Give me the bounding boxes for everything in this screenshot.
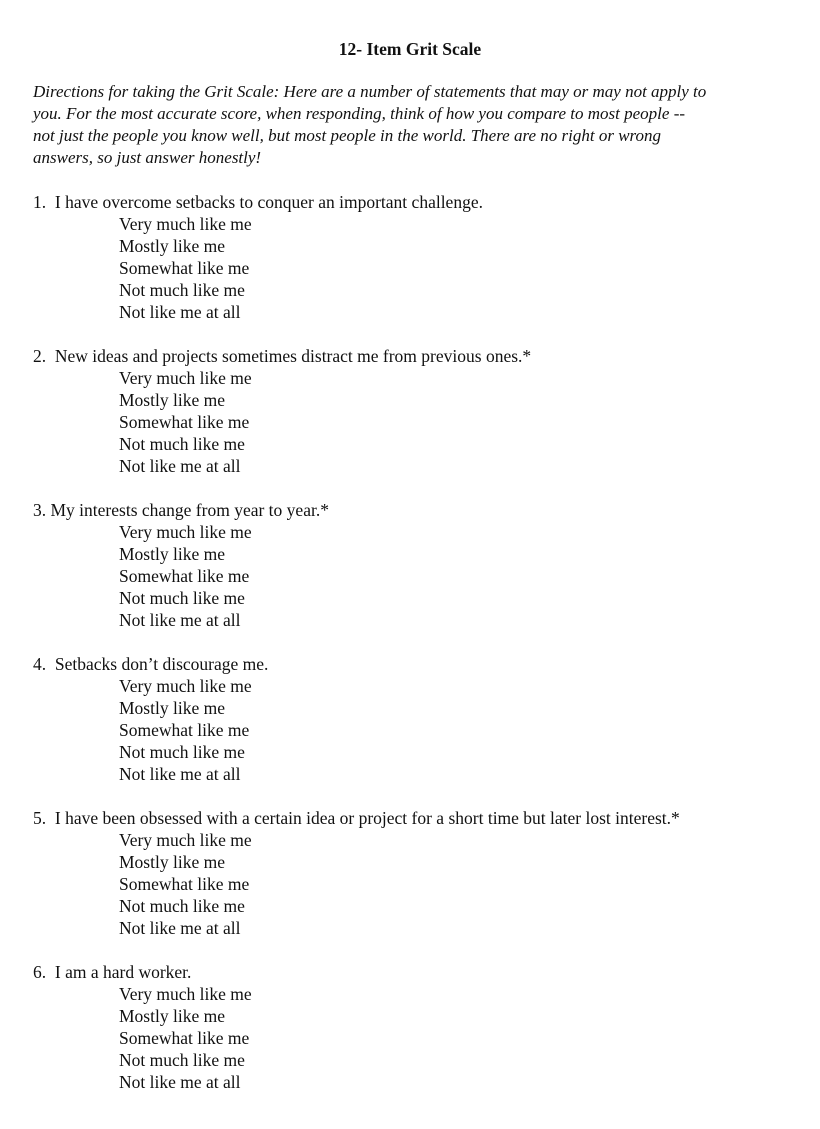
directions-line: Directions for taking the Grit Scale: Here are a number of statements that may or may not apply to [33,82,707,101]
document-title: 12- Item Grit Scale [338,39,482,59]
question-text: I have been obsessed with a certain idea or project for a short time but later lost interest.* [54,808,680,828]
question-item [33,345,803,477]
answer-option[interactable]: Not like me at all [119,764,241,784]
answer-options [33,829,803,939]
answer-option[interactable]: Mostly like me [119,698,225,718]
answer-option[interactable]: Very much like me [119,676,252,696]
answer-option[interactable]: Not like me at all [119,610,241,630]
answer-option[interactable]: Very much like me [119,984,252,1004]
directions-line: answers, so just answer honestly! [33,148,262,167]
question-item [33,653,803,785]
answer-option[interactable]: Somewhat like me [119,720,250,740]
answer-options [33,675,803,785]
answer-option[interactable]: Not like me at all [119,918,241,938]
question-item [33,961,803,1093]
question-number: 5. [33,808,47,828]
answer-options [33,983,803,1093]
answer-option[interactable]: Mostly like me [119,390,225,410]
question-list [33,191,803,1115]
question-item [33,191,803,323]
directions-line: you. For the most accurate score, when responding, think of how you compare to most people -- [33,104,686,123]
question-text: New ideas and projects sometimes distract me from previous ones.* [54,346,532,366]
question-number: 6. [33,962,47,982]
question-number: 1. [33,192,47,212]
answer-option[interactable]: Somewhat like me [119,412,250,432]
answer-option[interactable]: Very much like me [119,214,252,234]
question-statement [33,499,803,521]
answer-option[interactable]: Mostly like me [119,852,225,872]
answer-options [33,367,803,477]
answer-option[interactable]: Not much like me [119,588,245,608]
question-statement [33,191,803,213]
answer-option[interactable]: Mostly like me [119,544,225,564]
question-text: My interests change from year to year.* [50,500,329,520]
question-statement [33,653,803,675]
answer-option[interactable]: Not like me at all [119,1072,241,1092]
answer-option[interactable]: Not like me at all [119,456,241,476]
question-number: 2. [33,346,47,366]
answer-option[interactable]: Not much like me [119,742,245,762]
answer-options [33,213,803,323]
question-statement [33,345,803,367]
answer-option[interactable]: Somewhat like me [119,566,250,586]
answer-option[interactable]: Not like me at all [119,302,241,322]
question-statement [33,961,803,983]
question-text: I am a hard worker. [54,962,192,982]
directions-line: not just the people you know well, but most people in the world. There are no right or wrong [33,126,662,145]
question-item [33,499,803,631]
directions-paragraph [33,81,793,169]
question-text: I have overcome setbacks to conquer an important challenge. [54,192,483,212]
answer-options [33,521,803,631]
question-number: 3. [33,500,47,520]
answer-option[interactable]: Somewhat like me [119,874,250,894]
answer-option[interactable]: Not much like me [119,280,245,300]
answer-option[interactable]: Very much like me [119,368,252,388]
answer-option[interactable]: Mostly like me [119,1006,225,1026]
answer-option[interactable]: Not much like me [119,1050,245,1070]
answer-option[interactable]: Somewhat like me [119,1028,250,1048]
answer-option[interactable]: Not much like me [119,896,245,916]
answer-option[interactable]: Very much like me [119,522,252,542]
question-item [33,807,803,939]
question-statement [33,807,803,829]
question-number: 4. [33,654,47,674]
answer-option[interactable]: Very much like me [119,830,252,850]
answer-option[interactable]: Mostly like me [119,236,225,256]
answer-option[interactable]: Somewhat like me [119,258,250,278]
answer-option[interactable]: Not much like me [119,434,245,454]
question-text: Setbacks don’t discourage me. [54,654,269,674]
